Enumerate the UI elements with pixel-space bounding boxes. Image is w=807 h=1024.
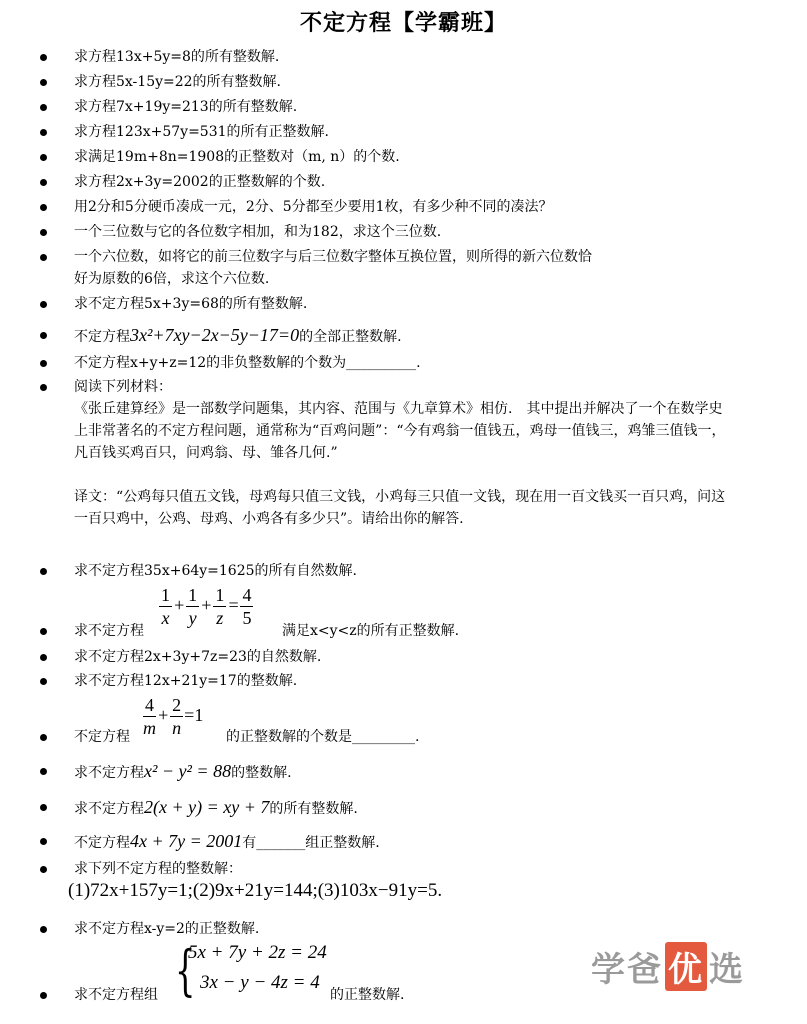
item-prefix: 求不定方程 [74,765,144,781]
item-text-prefix: 求不定方程 [74,623,144,639]
item-text-prefix: 不定方程 [74,729,130,745]
fraction: $\frac{2}{n}$ [172,695,182,738]
bullet-icon [40,129,47,136]
bullet-icon [40,568,47,575]
item-text: 求不定方程12x+21y=17的整数解. [74,673,298,689]
bullet-icon [40,734,47,741]
item-prefix: 不定方程 [74,329,130,345]
bullet-icon [40,154,47,161]
item-text [74,760,292,784]
item-text: 求不定方程5x+3y=68的所有整数解. [74,296,308,312]
bullet-icon [40,204,47,211]
item-text: 求方程13x+5y=8的所有整数解. [74,49,280,65]
bullet-icon [40,332,47,339]
item-text: 阅读下列材料： [74,379,172,395]
bullet-icon [40,866,47,873]
item-text: 求不定方程2x+3y+7z=23的自然数解. [74,649,322,665]
equation: 3x − y − 4z = 4 [200,972,320,993]
item-suffix: 有_______组正整数解. [242,835,380,851]
bullet-icon [40,179,47,186]
item-prefix: 不定方程 [74,835,130,851]
item-text: 求不定方程x-y=2的正整数解. [74,921,260,937]
equation-list: (1)72x+157y=1;(2)9x+21y=144;(3)103x−91y=5. [68,880,443,901]
equation: 2(x + y) = xy + 7 [144,797,270,817]
item-text-suffix: 满足x<y<z的所有正整数解. [282,623,460,639]
bullet-icon [40,79,47,86]
item-text [74,324,402,348]
bullet-icon [40,654,47,661]
item-text: 求满足19m+8n=1908的正整数对（m, n）的个数. [74,149,400,165]
item-text: 求方程5x-15y=22的所有整数解. [74,74,282,90]
item-text [74,796,358,820]
item-text-prefix: 求不定方程组 [74,987,158,1003]
bullet-icon [40,301,47,308]
item-text: 一个三位数与它的各位数字相加，和为182，求这个三位数. [74,224,442,240]
bullet-icon [40,254,47,261]
bullet-icon [40,838,47,845]
fraction: $\frac{1}{y}$ [188,585,198,628]
item-text: 用2分和5分硬币凑成一元，2分、5分都至少要用1枚，有多少种不同的凑法？ [74,199,553,215]
bullet-icon [40,360,47,367]
page-title: 不定方程【学霸班】 [299,10,507,36]
item-text-suffix: 的正整数解. [330,987,405,1003]
item-suffix: 的整数解. [231,765,292,781]
fraction-equation: $\frac{4}{m}$ + $\frac{2}{n}$ =1 [143,695,204,738]
passage: 《张丘建算经》是一部数学问题集，其内容、范围与《九章算术》相仿. 其中提出并解决了一个在数学史上非常著名的不定方程问题，通常称为“百鸡问题”：“今有鸡翁一值钱五，鸡母一值钱三，鸡雏三值钱一，凡百钱买鸡百只，问鸡翁、母、雏各几何.” [74,401,726,461]
bullet-icon [40,628,47,635]
bullet-icon [40,992,47,999]
fraction-equation: $\frac{1}{x}$ + $\frac{1}{y}$ + $\frac{1}{z}$ = $\frac{4}{5}$ [161,585,252,628]
watermark-badge: 优 [665,942,707,991]
fraction: $\frac{1}{x}$ [161,585,170,628]
item-text-suffix: 的正整数解的个数是_________. [226,729,420,745]
item-text: 求下列不定方程的整数解： [74,861,242,877]
bullet-icon [40,926,47,933]
bullet-icon [40,229,47,236]
fraction: $\frac{4}{5}$ [242,585,252,628]
item-suffix: 的所有整数解. [269,801,358,817]
bullet-icon [40,768,47,775]
item-prefix: 求不定方程 [74,801,144,817]
item-text: 求不定方程35x+64y=1625的所有自然数解. [74,563,357,579]
bullet-icon [40,384,47,391]
item-text: 求方程123x+57y=531的所有正整数解. [74,124,329,140]
item-text [74,830,380,854]
fraction: $\frac{1}{z}$ [215,585,225,628]
bullet-icon [40,54,47,61]
watermark-logo: 学爸 优 选 [591,942,745,991]
fraction: $\frac{4}{m}$ [143,695,156,738]
translation: 译文：“公鸡每只值五文钱，母鸡每只值三文钱，小鸡每三只值一文钱，现在用一百文钱买一百只鸡，问这一百只鸡中，公鸡、母鸡、小鸡各有多少只”。请给出你的解答. [74,489,726,527]
equation: 5x + 7y + 2z = 24 [188,942,327,963]
item-text-cont: 好为原数的6倍，求这个六位数. [74,271,270,287]
equation: x² − y² = 88 [144,761,232,781]
bullet-icon [40,678,47,685]
item-text: 求方程7x+19y=213的所有整数解. [74,99,298,115]
equation: 4x + 7y = 2001 [130,831,243,851]
item-text: 求方程2x+3y=2002的正整数解的个数. [74,174,326,190]
brace-icon: { [174,939,196,1002]
item-suffix: 的全部正整数解. [299,329,402,345]
bullet-icon [40,804,47,811]
bullet-icon [40,104,47,111]
item-text: 一个六位数，如将它的前三位数字与后三位数字整体互换位置，则所得的新六位数恰 [74,249,592,265]
item-text: 不定方程x+y+z=12的非负整数解的个数为__________. [74,355,421,371]
equation: 3x²+7xy−2x−5y−17=0 [130,325,300,345]
